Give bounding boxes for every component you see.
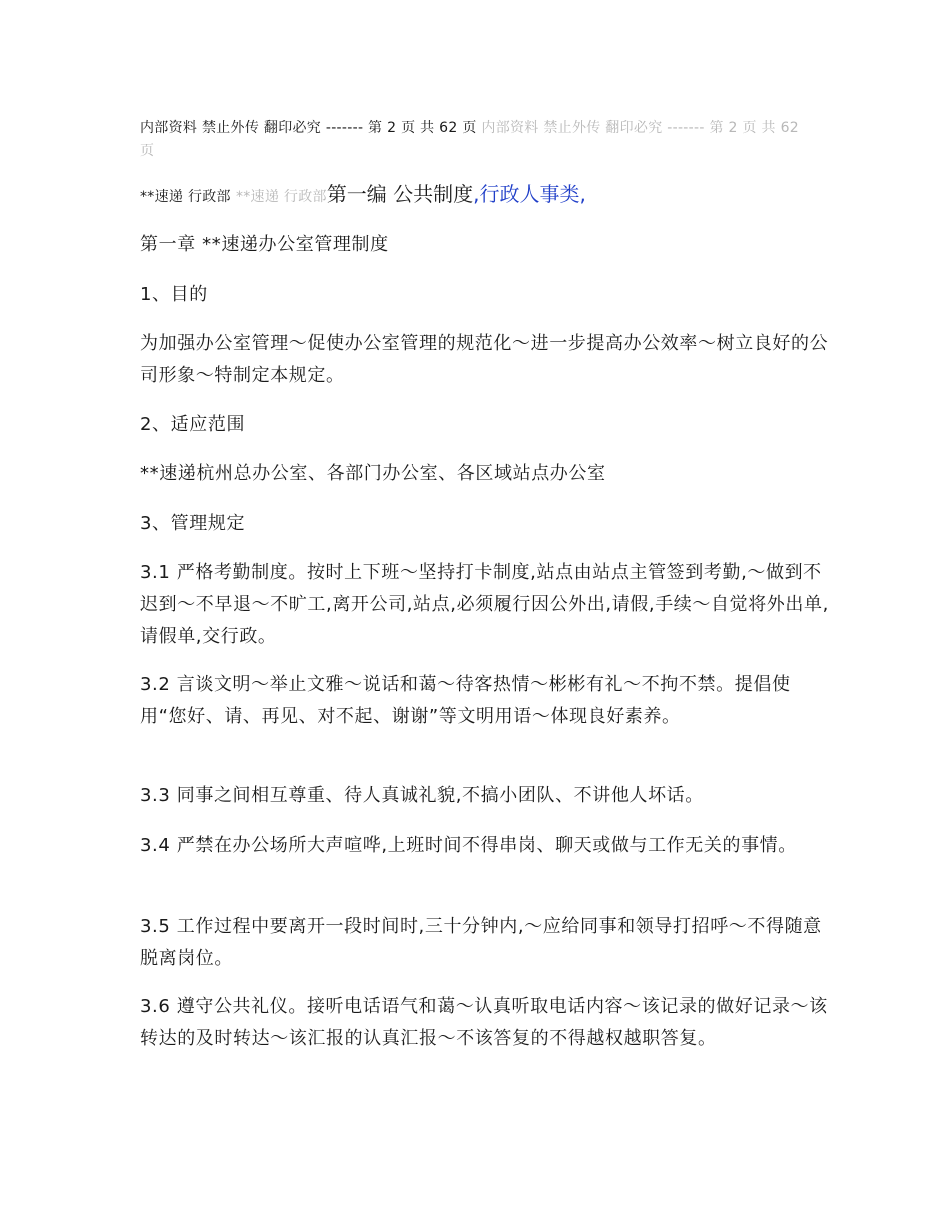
title-line bbox=[140, 178, 840, 207]
header-text: 内部资料 禁止外传 翻印必究 ------- 第 2 页 共 62 页 bbox=[140, 120, 477, 136]
header-watermark-text: 内部资料 禁止外传 翻印必究 ------- 第 2 页 共 62 页 bbox=[140, 120, 799, 159]
page-header bbox=[140, 117, 815, 163]
section-1-heading: 1、目的 bbox=[140, 284, 208, 305]
section-3-heading: 3、管理规定 bbox=[140, 513, 246, 534]
chapter-title: 第一章 **速递办公室管理制度 bbox=[140, 234, 389, 255]
rule-3-1: 3.1 严格考勤制度。按时上下班～坚持打卡制度,站点由站点主管签到考勤,～做到不迟到～不早退～不旷工,离开公司,站点,必须履行因公外出,请假,手续～自觉将外出单,请假单,交行政。 bbox=[140, 562, 829, 647]
section-2-heading: 2、适应范围 bbox=[140, 414, 246, 435]
section-2-text: **速递杭州总办公室、各部门办公室、各区域站点办公室 bbox=[140, 463, 606, 484]
department-label: **速递 行政部 bbox=[140, 189, 231, 205]
rule-3-6: 3.6 遵守公共礼仪。接听电话语气和蔼～认真听取电话内容～该记录的做好记录～该转达的及时转达～该汇报的认真汇报～不该答复的不得越权越职答复。 bbox=[140, 996, 828, 1049]
department-watermark: **速递 行政部 bbox=[235, 189, 327, 205]
section-1-text: 为加强办公室管理～促使办公室管理的规范化～进一步提高办公效率～树立良好的公司形象～特制定本规定。 bbox=[140, 333, 829, 386]
rule-3-3: 3.3 同事之间相互尊重、待人真诚礼貌,不搞小团队、不讲他人坏话。 bbox=[140, 785, 704, 806]
part-heading: 第一编 公共制度 bbox=[326, 182, 474, 206]
rule-3-5: 3.5 工作过程中要离开一段时间时,三十分钟内,～应给同事和领导打招呼～不得随意脱离岗位。 bbox=[140, 916, 822, 969]
rule-3-4: 3.4 严禁在办公场所大声喧哗,上班时间不得串岗、聊天或做与工作无关的事情。 bbox=[140, 835, 797, 856]
rule-3-2: 3.2 言谈文明～举止文雅～说话和蔼～待客热情～彬彬有礼～不拘不禁。提倡使用“您好、请、再见、对不起、谢谢”等文明用语～体现良好素养。 bbox=[140, 674, 791, 727]
part-category: ,行政人事类, bbox=[473, 182, 586, 206]
